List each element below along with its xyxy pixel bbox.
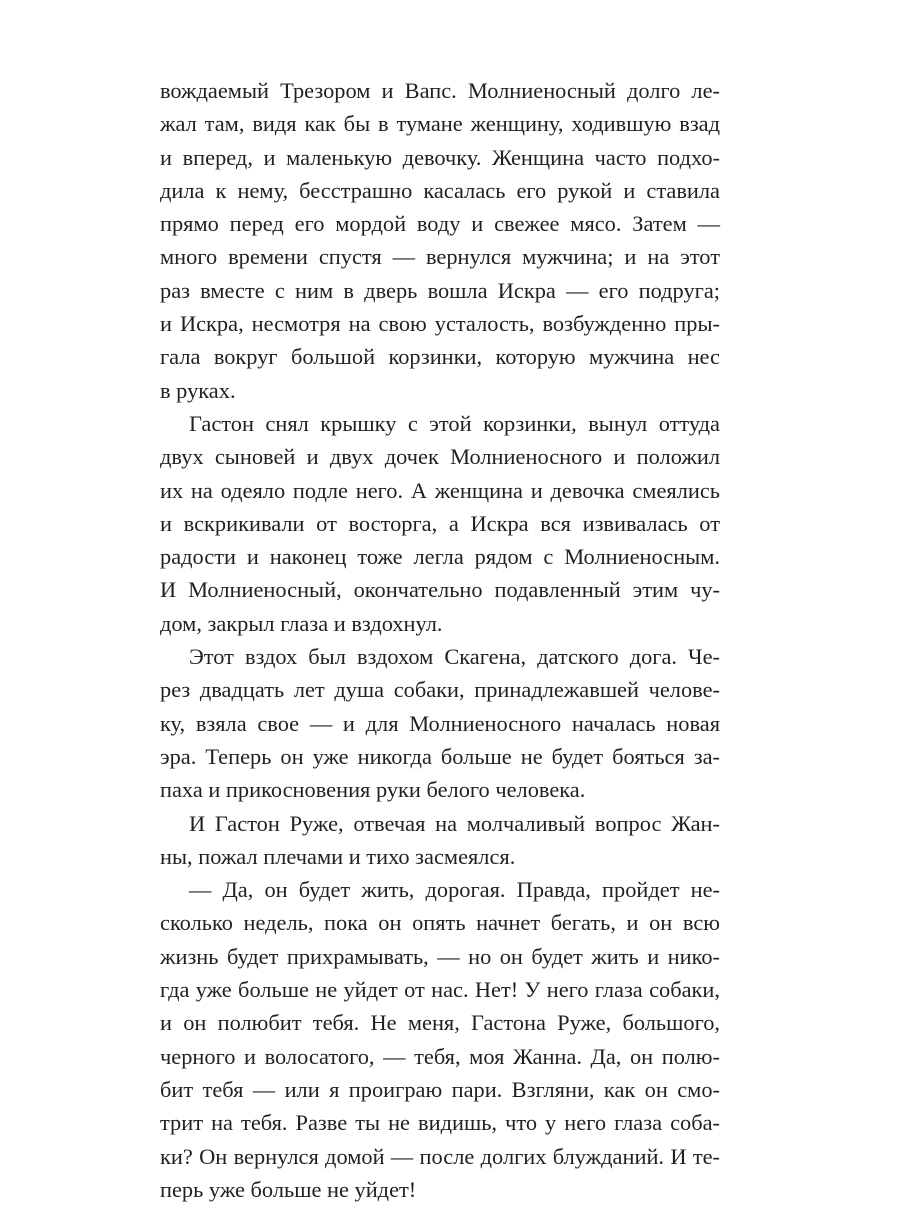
text-line: ку, взяла свое — и для Молниеносного началась новая [160,710,720,736]
text-line: раз вместе с ним в дверь вошла Искра — его подруга; [160,277,720,303]
text-line: Гастон снял крышку с этой корзинки, вынул оттуда [189,410,720,436]
text-line: трит на тебя. Разве ты не видишь, что у него глаза соба- [160,1110,720,1136]
text-line: в руках. [160,377,236,403]
text-line: и Искра, несмотря на свою усталость, возбужденно пры- [160,311,720,337]
text-line: жизнь будет прихрамывать, — но он будет жить и нико- [160,943,720,969]
body-text [160,74,720,1206]
text-line: вождаемый Трезором и Вапс. Молниеносный долго ле- [160,78,720,103]
text-line: ны, пожал плечами и тихо засмеялся. [160,843,516,869]
text-line: радости и наконец тоже легла рядом с Молниеносным. [160,544,720,570]
text-line: Этот вздох был вздохом Скагена, датского дога. Че- [189,644,720,670]
text-line: паха и прикосновения руки белого человека. [160,777,586,803]
text-line: эра. Теперь он уже никогда больше не будет бояться за- [160,743,720,769]
text-line: и вскрикивали от восторга, а Искра вся извивалась от [160,510,720,536]
text-line: и он полюбит тебя. Не меня, Гастона Руже, большого, [160,1010,720,1036]
text-line: И Гастон Руже, отвечая на молчаливый вопрос Жан- [189,810,720,836]
text-line: дила к нему, бесстрашно касалась его рукой и ставила [160,177,720,203]
text-line: много времени спустя — вернулся мужчина; и на этот [160,244,720,270]
text-line: жал там, видя как бы в тумане женщину, ходившую взад [160,111,720,137]
text-line: черного и волосатого, — тебя, моя Жанна. Да, он полю- [160,1043,720,1069]
text-line: сколько недель, пока он опять начнет бегать, и он всю [160,910,720,936]
text-line: И Молниеносный, окончательно подавленный этим чу- [160,577,720,603]
text-line: перь уже больше не уйдет! [160,1176,417,1202]
text-line: и вперед, и маленькую девочку. Женщина часто подхо- [160,144,720,170]
text-line: бит тебя — или я проиграю пари. Взгляни, как он смо- [160,1076,720,1102]
text-line: их на одеяло подле него. А женщина и девочка смеялись [160,477,720,503]
text-line: — Да, он будет жить, дорогая. Правда, пройдет не- [189,877,720,903]
text-line: гала вокруг большой корзинки, которую мужчина нес [160,344,720,370]
text-line: прямо перед его мордой воду и свежее мясо. Затем — [160,211,720,237]
text-line: ки? Он вернулся домой — после долгих блужданий. И те- [160,1143,720,1169]
text-line: двух сыновей и двух дочек Молниеносного и положил [160,444,720,470]
text-line: дом, закрыл глаза и вздохнул. [160,610,443,636]
text-line: рез двадцать лет душа собаки, принадлежавшей челове- [160,677,720,703]
text-line: гда уже больше не уйдет от нас. Нет! У него глаза собаки, [160,977,720,1003]
